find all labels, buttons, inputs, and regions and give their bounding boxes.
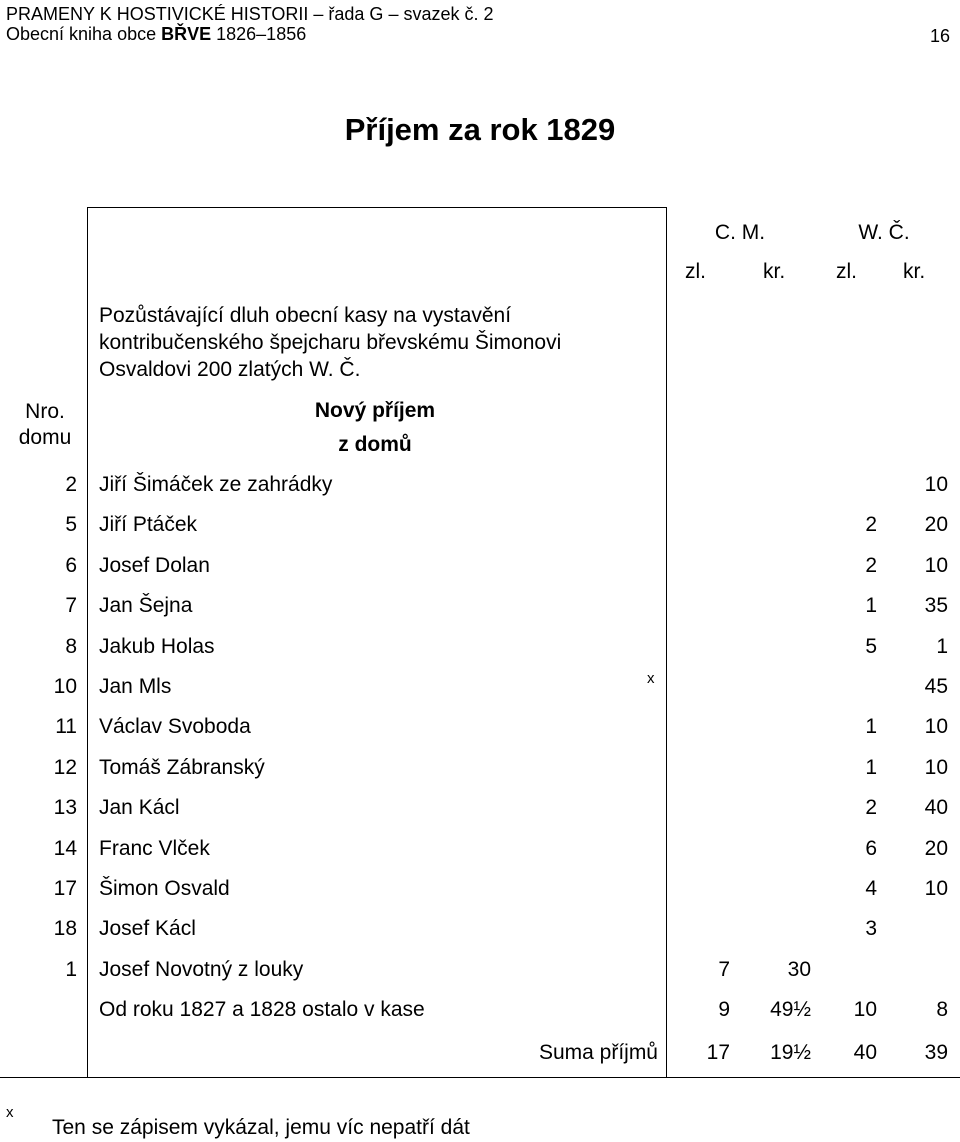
- wc-kr-value: 10: [924, 473, 948, 496]
- cm-kr-value: 49½: [770, 998, 811, 1021]
- house-number: 12: [53, 756, 77, 779]
- wc-kr-value: 1: [936, 635, 948, 658]
- house-number: 1: [65, 958, 77, 981]
- house-number: 7: [65, 594, 77, 617]
- intro-text: kontribučenského špejcharu břevskému Šimonovi: [99, 331, 562, 354]
- wc-zl-value: 1: [865, 715, 877, 738]
- wc-zl-value: 1: [865, 594, 877, 617]
- owner-name: Josef Dolan: [99, 554, 210, 577]
- zl-header: zl.: [685, 260, 706, 283]
- house-number: 11: [55, 715, 77, 738]
- owner-name: Jiří Ptáček: [99, 513, 198, 536]
- house-number: 17: [53, 877, 77, 900]
- book-years: 1826–1856: [211, 24, 307, 44]
- owner-name: Jan Kácl: [99, 796, 180, 819]
- cm-zl-value: 7: [718, 958, 730, 981]
- footnote-mark: x: [6, 1104, 14, 1121]
- footnote-text: Ten se zápisem vykázal, jemu víc nepatří dát: [52, 1116, 470, 1139]
- book-prefix: Obecní kniha obce: [6, 24, 162, 44]
- cm-header: C. M.: [714, 221, 766, 244]
- wc-zl-value: 3: [865, 917, 877, 940]
- wc-kr-value: 20: [924, 837, 948, 860]
- intro-text: Pozůstávající dluh obecní kasy na vystavění: [99, 304, 512, 327]
- wc-kr-value: 10: [924, 756, 948, 779]
- wc-kr-value: 8: [936, 998, 948, 1021]
- table-line: [666, 207, 667, 1077]
- house-number: 6: [65, 554, 77, 577]
- owner-name: Franc Vlček: [99, 837, 210, 860]
- owner-name: Josef Kácl: [99, 917, 196, 940]
- section-heading: Nový příjem: [314, 399, 436, 422]
- house-number: 13: [53, 796, 77, 819]
- kr-header: kr.: [763, 260, 786, 283]
- house-number: 10: [53, 675, 77, 698]
- intro-text: Osvaldovi 200 zlatých W. Č.: [99, 358, 361, 381]
- owner-name: Josef Novotný z louky: [99, 958, 304, 981]
- owner-name: Tomáš Zábranský: [99, 756, 265, 779]
- wc-kr-value: 45: [924, 675, 948, 698]
- wc-zl-value: 10: [853, 998, 877, 1021]
- wc-zl-value: 5: [865, 635, 877, 658]
- table-line: [87, 207, 88, 1077]
- owner-name: Jan Šejna: [99, 594, 193, 617]
- owner-name: Od roku 1827 a 1828 ostalo v kase: [99, 998, 425, 1021]
- total-cm-zl: 17: [706, 1041, 730, 1064]
- wc-zl-value: 1: [865, 756, 877, 779]
- page-number: 16: [929, 26, 950, 46]
- total-wc-kr: 39: [924, 1041, 948, 1064]
- total-cm-kr: 19½: [770, 1041, 811, 1064]
- wc-kr-value: 10: [924, 554, 948, 577]
- owner-name: Jakub Holas: [99, 635, 215, 658]
- cm-zl-value: 9: [718, 998, 730, 1021]
- village-name: BŘVE: [161, 24, 212, 44]
- table-line: [87, 207, 667, 208]
- house-number: 2: [65, 473, 77, 496]
- owner-name: Šimon Osvald: [99, 877, 230, 900]
- total-wc-zl: 40: [853, 1041, 877, 1064]
- kr-header: kr.: [903, 260, 926, 283]
- page-title: Příjem za rok 1829: [344, 112, 616, 147]
- series-line: PRAMENY K HOSTIVICKÉ HISTORII – řada G – svazek č. 2: [6, 4, 494, 24]
- house-number: 18: [53, 917, 77, 940]
- cm-kr-value: 30: [787, 958, 811, 981]
- wc-kr-value: 35: [924, 594, 948, 617]
- zl-header: zl.: [836, 260, 857, 283]
- house-number: 14: [53, 837, 77, 860]
- wc-zl-value: 2: [865, 554, 877, 577]
- owner-name: Jiří Šimáček ze zahrádky: [99, 473, 333, 496]
- house-number: 8: [65, 635, 77, 658]
- wc-header: W. Č.: [858, 221, 910, 244]
- total-label: Suma příjmů: [538, 1041, 658, 1064]
- wc-zl-value: 2: [865, 513, 877, 536]
- house-number-header: domu: [18, 426, 72, 449]
- wc-zl-value: 4: [865, 877, 877, 900]
- wc-kr-value: 10: [924, 715, 948, 738]
- wc-zl-value: 6: [865, 837, 877, 860]
- wc-kr-value: 10: [924, 877, 948, 900]
- table-line: [0, 1077, 960, 1078]
- house-number-header: Nro.: [25, 400, 65, 423]
- wc-kr-value: 40: [924, 796, 948, 819]
- wc-zl-value: 2: [865, 796, 877, 819]
- section-heading: z domů: [338, 433, 412, 456]
- book-line: [6, 24, 306, 45]
- owner-name: Václav Svoboda: [99, 715, 251, 738]
- owner-name: Jan Mls: [99, 675, 172, 698]
- wc-kr-value: 20: [924, 513, 948, 536]
- house-number: 5: [65, 513, 77, 536]
- footnote-reference-mark: x: [647, 670, 655, 687]
